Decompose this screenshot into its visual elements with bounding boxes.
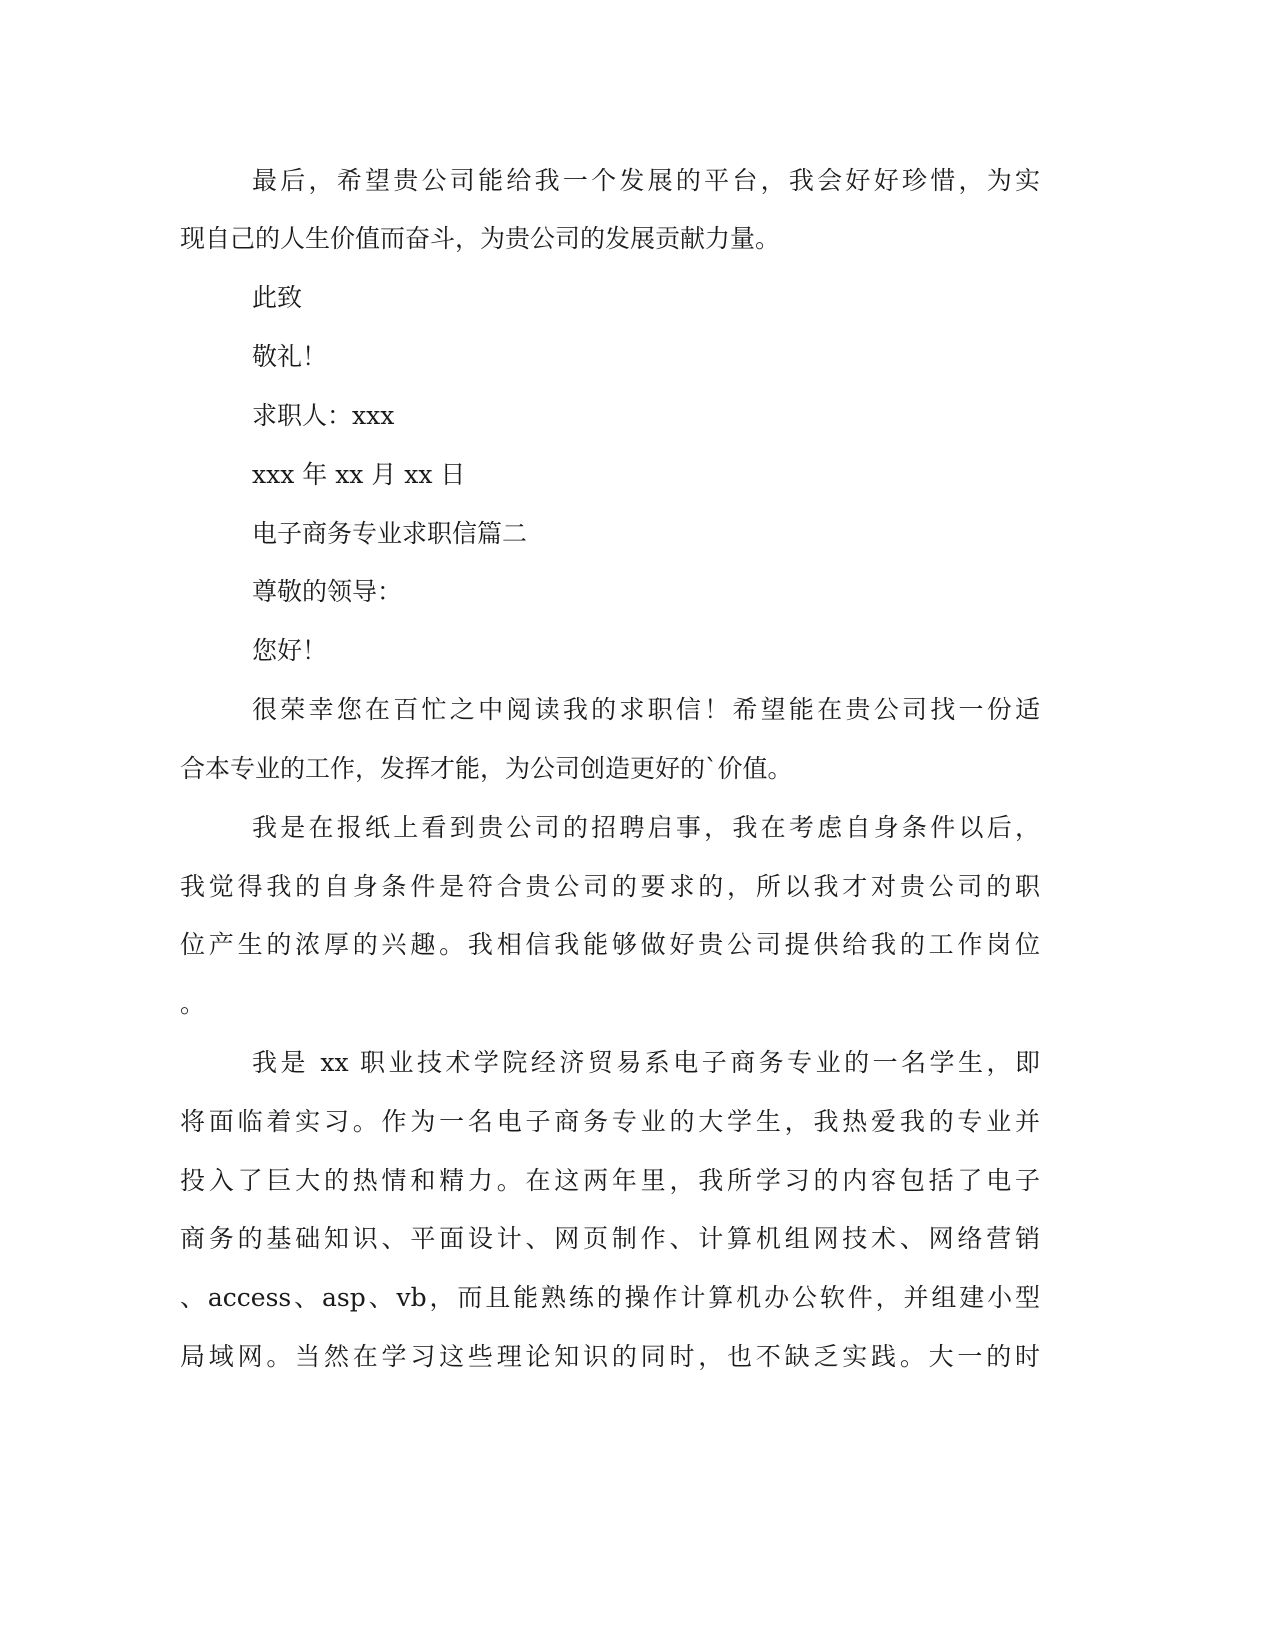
text-line: 投入了巨大的热情和精力。在这两年里，我所学习的内容包括了电子 (180, 1166, 1040, 1195)
text-line: 位产生的浓厚的兴趣。我相信我能够做好贵公司提供给我的工作岗位 (180, 930, 1040, 959)
closing-regards: 敬礼！ (252, 342, 328, 371)
text-line: 、access、asp、vb，而且能熟练的操作计算机办公软件，并组建小型 (180, 1283, 1040, 1312)
text-line: 最后，希望贵公司能给我一个发展的平台，我会好好珍惜，为实 (252, 166, 1040, 195)
text-line: 局域网。当然在学习这些理论知识的同时，也不缺乏实践。大一的时 (180, 1342, 1040, 1371)
text-line: 我是在报纸上看到贵公司的招聘启事，我在考虑自身条件以后， (252, 813, 1040, 842)
text-line: 很荣幸您在百忙之中阅读我的求职信！希望能在贵公司找一份适 (252, 695, 1040, 724)
text-line: 商务的基础知识、平面设计、网页制作、计算机组网技术、网络营销 (180, 1224, 1040, 1253)
text-line: 现自己的人生价值而奋斗，为贵公司的发展贡献力量。 (180, 224, 781, 253)
section-heading: 电子商务专业求职信篇二 (252, 519, 528, 548)
applicant-signature: 求职人：xxx (252, 401, 395, 430)
text-line: 我觉得我的自身条件是符合贵公司的要求的，所以我才对贵公司的职 (180, 872, 1040, 901)
text-line: 合本专业的工作，发挥才能，为公司创造更好的`价值。 (180, 754, 793, 783)
greeting: 尊敬的领导： (252, 577, 403, 606)
closing-salutation: 此致 (252, 283, 303, 312)
greeting-hello: 您好！ (252, 636, 328, 665)
text-line: 我是 xx 职业技术学院经济贸易系电子商务专业的一名学生，即 (252, 1048, 1040, 1077)
text-line: 将面临着实习。作为一名电子商务专业的大学生，我热爱我的专业并 (180, 1107, 1040, 1136)
letter-date: xxx 年 xx 月 xx 日 (252, 460, 466, 489)
text-line: 。 (180, 989, 206, 1018)
